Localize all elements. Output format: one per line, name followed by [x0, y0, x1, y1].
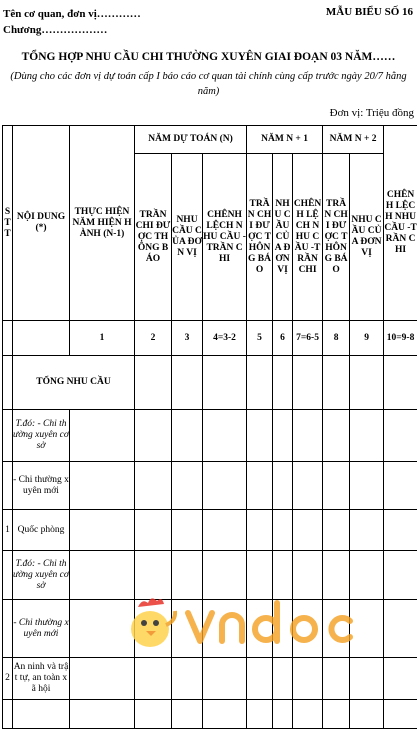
sub-header-diff-n: CHÊNH LỆCH NHU CẦU -TRẦN CHI — [203, 154, 247, 321]
sub-header-need-n1: NHU CẦU CỦA ĐƠN VỊ — [273, 154, 293, 321]
table-row — [3, 658, 417, 700]
col-header-stt: STT — [3, 126, 13, 321]
row-content: An ninh và trật tự, an toàn xã hội — [13, 658, 70, 700]
chapter-line: Chương……………… — [3, 22, 141, 38]
sub-header-ceiling-n2: TRẦN CHI ĐƯỢC THÔNG BÁO — [323, 154, 350, 321]
col-number: 4=3-2 — [203, 321, 247, 356]
row-content — [13, 700, 70, 729]
vndoc-wordmark — [188, 603, 350, 641]
sub-header-need-n: NHU CẦU CỦA ĐƠN VỊ — [172, 154, 203, 321]
col-header-content: NỘI DUNG (*) — [13, 126, 70, 321]
table-row — [3, 410, 417, 462]
row-content: T.đó: - Chi thường xuyên cơ sở — [13, 551, 70, 600]
row-content: TỔNG NHU CẦU — [13, 356, 135, 410]
row-content: - Chi thường xuyên mới — [13, 462, 70, 510]
row-content: Quốc phòng — [13, 510, 70, 551]
row-stt — [3, 700, 13, 729]
row-stt: 1 — [3, 510, 13, 551]
col-header-actual: THỰC HIỆN NĂM HIỆN HÀNH (N-1) — [70, 126, 135, 321]
table-row — [3, 356, 417, 410]
col-number: 3 — [172, 321, 203, 356]
row-stt — [3, 551, 13, 600]
row-content: T.đó: - Chi thường xuyên cơ sở — [13, 410, 70, 462]
document-subtitle: (Dùng cho các đơn vị dự toán cấp I báo cáo cơ quan tài chính cùng cấp trước ngày 20/7 hằng năm) — [6, 69, 411, 99]
row-stt — [3, 410, 13, 462]
col-number: 6 — [273, 321, 293, 356]
col-number: 5 — [247, 321, 273, 356]
form-code: MẪU BIỂU SỐ 16 — [326, 6, 413, 18]
group-header-n1: NĂM N + 1 — [247, 126, 323, 154]
sub-header-ceiling-n1: TRẦN CHI ĐƯỢC THÔNG BÁO — [247, 154, 273, 321]
unit-label: Đơn vị: Triệu đồng — [330, 107, 414, 119]
col-header-diff-n2: CHÊNH LỆCH NHU CẦU -TRẦN CHI — [384, 126, 417, 321]
group-header-n: NĂM DỰ TOÁN (N) — [135, 126, 247, 154]
row-stt — [3, 462, 13, 510]
sub-header-diff-n1: CHÊNH LỆCH NHU CẦU -TRẦN CHI — [293, 154, 323, 321]
sub-header-need-n2: NHU CẦU CỦA ĐƠN VỊ — [350, 154, 384, 321]
col-number: 1 — [70, 321, 135, 356]
col-number: 8 — [323, 321, 350, 356]
row-content: - Chi thường xuyên mới — [13, 600, 70, 658]
sub-header-ceiling-n: TRẦN CHI ĐƯỢC THÔNG BÁO — [135, 154, 172, 321]
vndoc-watermark-logo — [118, 589, 378, 653]
column-number-row — [3, 321, 417, 356]
col-number: 10=9-8 — [384, 321, 417, 356]
col-number: 2 — [135, 321, 172, 356]
row-stt — [3, 356, 13, 410]
table-row — [3, 462, 417, 510]
row-stt — [3, 600, 13, 658]
group-header-n2: NĂM N + 2 — [323, 126, 384, 154]
header-left — [3, 6, 141, 38]
document-title: TỔNG HỢP NHU CẦU CHI THƯỜNG XUYÊN GIAI ĐOẠN 03 NĂM…… — [0, 51, 417, 63]
row-stt: 2 — [3, 658, 13, 700]
col-number: 9 — [350, 321, 384, 356]
col-number: 7=6-5 — [293, 321, 323, 356]
org-name-line: Tên cơ quan, đơn vị………… — [3, 6, 141, 22]
chicken-mascot-icon — [131, 598, 175, 647]
table-row — [3, 700, 417, 729]
table-row — [3, 510, 417, 551]
